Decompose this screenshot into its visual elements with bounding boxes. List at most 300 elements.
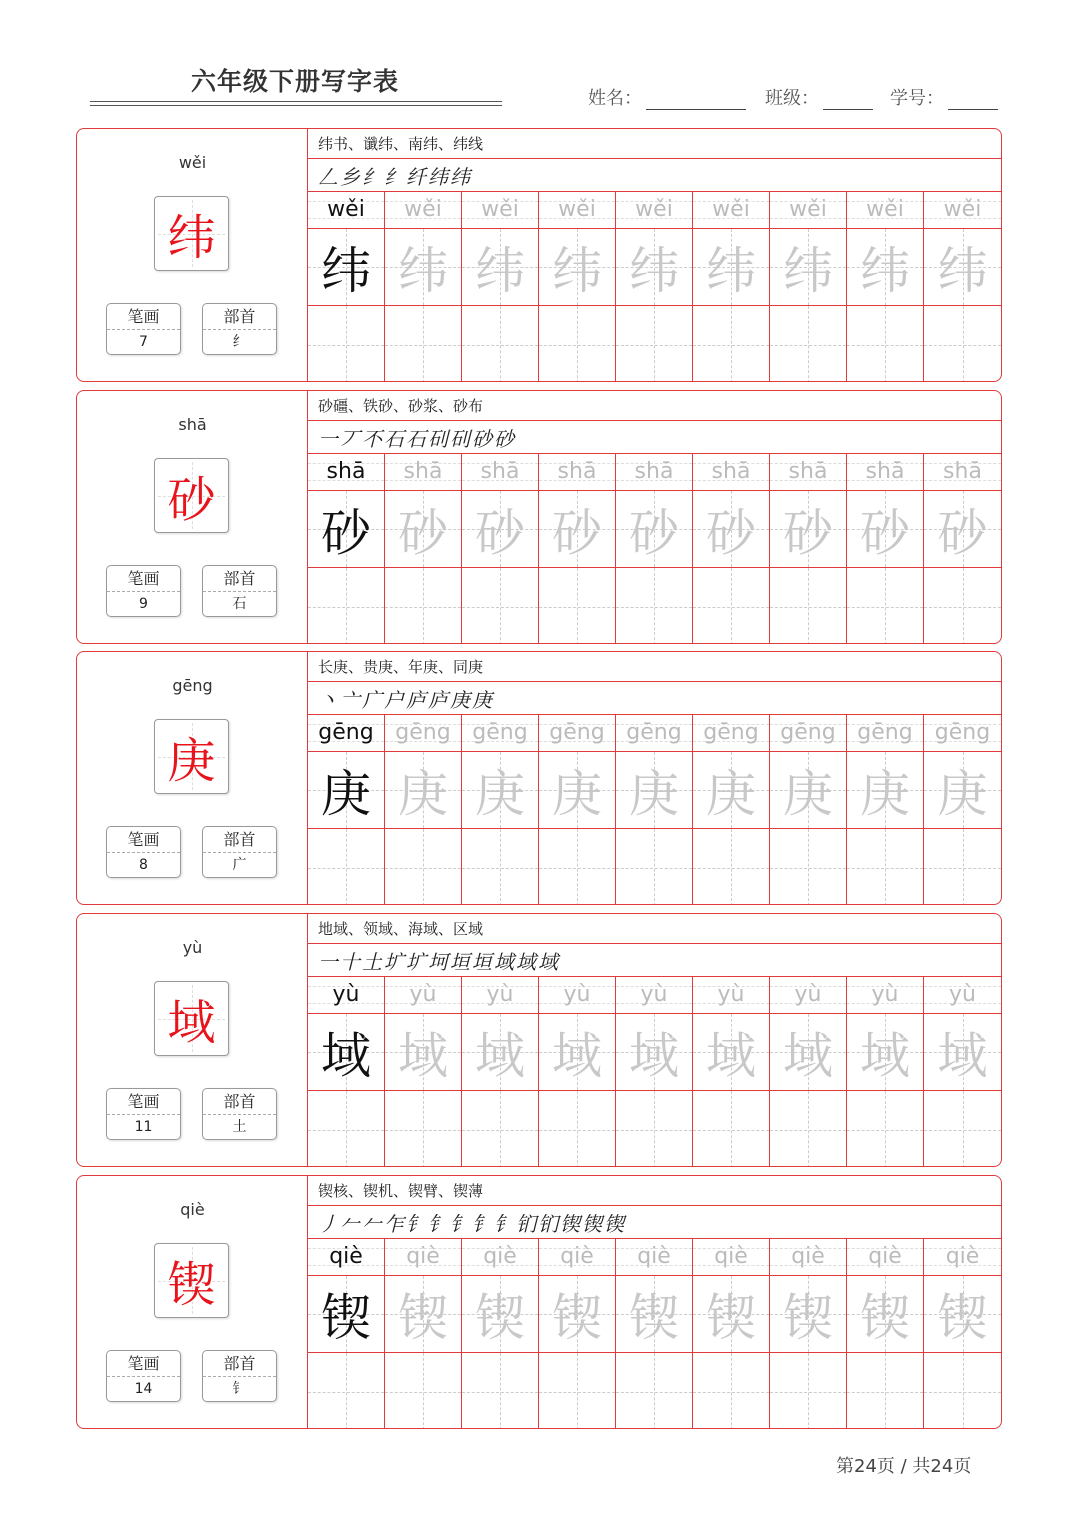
pinyin-trace-cell[interactable] (616, 454, 692, 491)
radical-value: 石 (232, 596, 247, 612)
stroke-step: 亠 (340, 687, 360, 712)
blank-writing-cell[interactable] (462, 1353, 538, 1429)
stroke-step: 土 (362, 949, 382, 974)
id-blank[interactable] (948, 91, 998, 110)
character-trace-text: 纬 (937, 242, 988, 300)
stroke-step: 纬 (450, 164, 470, 189)
character-trace-cell[interactable] (385, 752, 461, 829)
title-underline (90, 101, 502, 102)
pinyin-trace-cell[interactable] (385, 1239, 461, 1276)
id-field[interactable] (890, 80, 998, 110)
radical-label: 部首 (203, 1089, 276, 1115)
character-trace-cell[interactable] (924, 752, 1001, 829)
character-trace-cell[interactable] (770, 229, 846, 306)
character-trace-cell[interactable] (462, 1014, 538, 1091)
pinyin-trace-cell[interactable] (770, 977, 846, 1014)
pinyin-trace-cell[interactable] (693, 977, 769, 1014)
character-trace-text: 锲 (629, 1289, 679, 1347)
stroke-step: 钅 (494, 1211, 514, 1236)
blank-writing-cell[interactable] (308, 829, 384, 905)
character-trace-text: 砂 (860, 504, 910, 562)
pinyin-trace-text: shā (865, 459, 905, 484)
character-trace-text: 域 (475, 1027, 525, 1085)
name-label: 姓名： (588, 88, 642, 109)
page-header (0, 0, 1080, 120)
character-pinyin: qiè (180, 1200, 205, 1219)
pinyin-trace-cell[interactable] (924, 192, 1001, 229)
radical-label: 部首 (203, 304, 276, 330)
stroke-step: 钅 (472, 1211, 492, 1236)
pinyin-trace-cell[interactable] (770, 715, 846, 752)
practice-column (462, 715, 539, 905)
blank-writing-cell[interactable] (924, 568, 1001, 644)
pinyin-trace-text: wěi (866, 197, 904, 222)
pinyin-trace-cell[interactable] (616, 1239, 692, 1276)
character-trace-text: 砂 (475, 504, 525, 562)
character-trace-cell[interactable] (385, 1014, 461, 1091)
name-blank[interactable] (646, 91, 746, 110)
character-box (154, 719, 229, 794)
character-trace-cell[interactable] (693, 1276, 769, 1353)
character-trace-cell[interactable] (539, 1014, 615, 1091)
blank-writing-cell[interactable] (308, 1353, 384, 1429)
stroke-step: 乍 (384, 1211, 404, 1236)
pinyin-trace-cell[interactable] (539, 715, 615, 752)
character-trace-cell[interactable] (308, 229, 384, 306)
blank-writing-cell[interactable] (539, 1353, 615, 1429)
stroke-count-label: 笔画 (107, 304, 180, 330)
blank-writing-cell[interactable] (770, 829, 846, 905)
blank-writing-cell[interactable] (693, 568, 769, 644)
blank-writing-cell[interactable] (924, 306, 1001, 382)
pinyin-trace-text: gēng (549, 720, 605, 745)
blank-writing-cell[interactable] (539, 1091, 615, 1167)
character-trace-text: 纬 (783, 242, 833, 300)
pinyin-trace-cell[interactable] (462, 192, 538, 229)
page-title: 六年级下册写字表 (190, 67, 399, 96)
character-trace-cell[interactable] (539, 491, 615, 568)
pinyin-trace-cell[interactable] (308, 715, 384, 752)
character-trace-cell[interactable] (770, 752, 846, 829)
example-words: 砂礓、铁砂、砂浆、砂布 (308, 391, 1001, 421)
practice-column (693, 454, 770, 644)
character-trace-text: 庚 (860, 765, 910, 823)
stroke-step: 乡 (340, 164, 360, 189)
blank-writing-cell[interactable] (462, 306, 538, 382)
character-trace-text: 砂 (629, 504, 679, 562)
character-trace-cell[interactable] (539, 1276, 615, 1353)
character-card (76, 128, 1002, 382)
character-trace-text: 纬 (706, 242, 756, 300)
stroke-count-value: 7 (139, 334, 148, 350)
character-trace-cell[interactable] (770, 491, 846, 568)
pinyin-trace-cell[interactable] (847, 977, 923, 1014)
name-field[interactable] (588, 80, 746, 110)
pinyin-trace-text: shā (634, 459, 674, 484)
pinyin-trace-text: shā (711, 459, 751, 484)
character-trace-cell[interactable] (847, 229, 923, 306)
stroke-step: 户 (384, 687, 404, 712)
stroke-count-value: 11 (134, 1119, 153, 1135)
stroke-order (308, 421, 1001, 454)
example-words: 纬书、谶纬、南纬、纬线 (308, 129, 1001, 159)
practice-column (770, 715, 847, 905)
pinyin-trace-cell[interactable] (847, 192, 923, 229)
pinyin-trace-cell[interactable] (770, 1239, 846, 1276)
practice-column (616, 715, 693, 905)
pinyin-trace-cell[interactable] (539, 977, 615, 1014)
blank-writing-cell[interactable] (693, 829, 769, 905)
character-trace-cell[interactable] (385, 229, 461, 306)
blank-writing-cell[interactable] (847, 1353, 923, 1429)
pinyin-trace-text: qiè (483, 1244, 517, 1269)
character-pinyin: shā (178, 415, 207, 434)
character-trace-cell[interactable] (847, 1014, 923, 1091)
character-trace-text: 锲 (321, 1289, 371, 1347)
character-trace-text: 庚 (398, 765, 448, 823)
blank-writing-cell[interactable] (924, 1091, 1001, 1167)
pinyin-trace-text: qiè (329, 1244, 363, 1269)
character-trace-text: 砂 (706, 504, 756, 562)
pinyin-trace-text: wěi (943, 197, 982, 222)
blank-writing-cell[interactable] (616, 1353, 692, 1429)
stroke-step: 庐 (406, 687, 426, 712)
practice-column (462, 192, 539, 382)
radical-label: 部首 (203, 566, 276, 592)
character-trace-text: 庚 (475, 765, 525, 823)
blank-writing-cell[interactable] (847, 568, 923, 644)
stroke-step: 广 (362, 687, 382, 712)
pinyin-trace-cell[interactable] (924, 715, 1001, 752)
pinyin-trace-cell[interactable] (616, 715, 692, 752)
character-trace-cell[interactable] (308, 491, 384, 568)
blank-writing-cell[interactable] (616, 1091, 692, 1167)
practice-column (539, 977, 616, 1167)
character-trace-cell[interactable] (308, 752, 384, 829)
character-trace-cell[interactable] (924, 229, 1001, 306)
practice-column (924, 977, 1001, 1167)
character-trace-cell[interactable] (462, 752, 538, 829)
character-pinyin: gēng (172, 676, 213, 695)
practice-column (924, 454, 1001, 644)
character-trace-cell[interactable] (693, 229, 769, 306)
character-trace-cell[interactable] (924, 491, 1001, 568)
practice-column (770, 192, 847, 382)
pinyin-trace-text: qiè (637, 1244, 671, 1269)
stroke-step: 砂 (494, 426, 514, 451)
stroke-step: 不 (362, 426, 382, 451)
blank-writing-cell[interactable] (924, 829, 1001, 905)
practice-column (308, 192, 385, 382)
pinyin-trace-text: qiè (406, 1244, 440, 1269)
blank-writing-cell[interactable] (462, 1091, 538, 1167)
pinyin-trace-text: yù (717, 982, 745, 1007)
character-trace-cell[interactable] (770, 1014, 846, 1091)
blank-writing-cell[interactable] (385, 1353, 461, 1429)
pinyin-trace-cell[interactable] (616, 192, 692, 229)
character-trace-text: 砂 (398, 504, 448, 562)
pinyin-trace-text: wěi (404, 197, 442, 222)
radical-label: 部首 (203, 1351, 276, 1377)
pinyin-trace-cell[interactable] (770, 454, 846, 491)
class-field[interactable] (765, 80, 873, 110)
stroke-step: 𠂉 (340, 1211, 360, 1236)
pinyin-trace-cell[interactable] (847, 454, 923, 491)
pinyin-trace-cell[interactable] (462, 1239, 538, 1276)
blank-writing-cell[interactable] (308, 568, 384, 644)
character-trace-text: 域 (552, 1027, 602, 1085)
character-trace-cell[interactable] (308, 1014, 384, 1091)
practice-column (385, 715, 462, 905)
practice-column (616, 977, 693, 1167)
character-trace-cell[interactable] (924, 1014, 1001, 1091)
character-card (76, 390, 1002, 644)
practice-column (308, 454, 385, 644)
character-trace-text: 锲 (475, 1289, 525, 1347)
example-words: 长庚、贵庚、年庚、同庚 (308, 652, 1001, 682)
pinyin-trace-cell[interactable] (924, 454, 1001, 491)
character-trace-cell[interactable] (385, 491, 461, 568)
practice-column (693, 977, 770, 1167)
pinyin-trace-cell[interactable] (693, 715, 769, 752)
pinyin-trace-cell[interactable] (308, 192, 384, 229)
pinyin-trace-text: wěi (327, 197, 365, 222)
pinyin-trace-cell[interactable] (462, 715, 538, 752)
class-blank[interactable] (823, 91, 873, 110)
character-trace-text: 纬 (552, 242, 602, 300)
stroke-step: 纬 (428, 164, 448, 189)
blank-writing-cell[interactable] (847, 306, 923, 382)
radical-box (202, 1350, 277, 1402)
pinyin-trace-cell[interactable] (770, 192, 846, 229)
blank-writing-cell[interactable] (616, 568, 692, 644)
blank-writing-cell[interactable] (385, 568, 461, 644)
stroke-step: 锲 (560, 1211, 580, 1236)
stroke-step: 钔 (516, 1211, 536, 1236)
pinyin-trace-cell[interactable] (385, 715, 461, 752)
blank-writing-cell[interactable] (770, 568, 846, 644)
pinyin-trace-cell[interactable] (308, 454, 384, 491)
stroke-step: 𠂉 (362, 1211, 382, 1236)
blank-writing-cell[interactable] (770, 1091, 846, 1167)
character-trace-text: 纬 (629, 242, 679, 300)
stroke-count-box (106, 1350, 181, 1402)
character-trace-cell[interactable] (462, 491, 538, 568)
pinyin-trace-text: yù (486, 982, 514, 1007)
stroke-count-box (106, 565, 181, 617)
blank-writing-cell[interactable] (924, 1353, 1001, 1429)
character-trace-cell[interactable] (385, 1276, 461, 1353)
blank-writing-cell[interactable] (539, 829, 615, 905)
blank-writing-cell[interactable] (539, 306, 615, 382)
character-info-panel (77, 391, 308, 643)
character-trace-cell[interactable] (616, 491, 692, 568)
practice-column (616, 1239, 693, 1429)
pinyin-trace-cell[interactable] (539, 454, 615, 491)
pinyin-trace-cell[interactable] (385, 454, 461, 491)
pinyin-trace-cell[interactable] (616, 977, 692, 1014)
practice-panel (308, 391, 1001, 643)
character-trace-cell[interactable] (693, 491, 769, 568)
stroke-count-value: 8 (139, 857, 148, 873)
character-trace-text: 砂 (783, 504, 833, 562)
practice-panel (308, 914, 1001, 1166)
pinyin-trace-text: yù (640, 982, 668, 1007)
character-pinyin: wěi (178, 153, 207, 172)
stroke-step: 垣 (450, 949, 470, 974)
stroke-step: 石 (406, 426, 426, 451)
practice-panel (308, 652, 1001, 904)
radical-label: 部首 (203, 827, 276, 853)
practice-column (693, 715, 770, 905)
blank-writing-cell[interactable] (308, 306, 384, 382)
practice-column (308, 715, 385, 905)
blank-writing-cell[interactable] (385, 829, 461, 905)
pinyin-trace-text: gēng (780, 720, 836, 745)
pinyin-trace-cell[interactable] (385, 192, 461, 229)
stroke-step: 垣 (472, 949, 492, 974)
character-trace-cell[interactable] (462, 1276, 538, 1353)
character-glyph: 庚 (167, 733, 216, 789)
practice-column (847, 715, 924, 905)
character-trace-cell[interactable] (616, 1014, 692, 1091)
stroke-count-box (106, 1088, 181, 1140)
practice-column (462, 1239, 539, 1429)
blank-writing-cell[interactable] (770, 306, 846, 382)
pinyin-trace-cell[interactable] (462, 977, 538, 1014)
radical-value: 钅 (232, 1381, 247, 1397)
practice-column (847, 454, 924, 644)
title-underline-second (90, 105, 502, 106)
stroke-order (308, 1206, 1001, 1239)
blank-writing-cell[interactable] (616, 829, 692, 905)
character-trace-text: 庚 (321, 765, 371, 823)
pinyin-trace-cell[interactable] (924, 1239, 1001, 1276)
pinyin-trace-text: wěi (481, 197, 519, 222)
radical-box (202, 303, 277, 355)
character-trace-cell[interactable] (693, 1014, 769, 1091)
pinyin-trace-text: gēng (318, 720, 374, 745)
character-pinyin: yù (182, 938, 203, 957)
pinyin-trace-text: wěi (558, 197, 596, 222)
character-trace-cell[interactable] (616, 752, 692, 829)
practice-column (693, 192, 770, 382)
character-box (154, 981, 229, 1056)
example-words: 锲核、锲机、锲臂、锲薄 (308, 1176, 1001, 1206)
pinyin-trace-cell[interactable] (924, 977, 1001, 1014)
character-glyph: 砂 (167, 472, 216, 528)
stroke-step: 砂 (472, 426, 492, 451)
stroke-count-label: 笔画 (107, 1351, 180, 1377)
pinyin-trace-cell[interactable] (539, 192, 615, 229)
blank-writing-cell[interactable] (539, 568, 615, 644)
pinyin-trace-cell[interactable] (385, 977, 461, 1014)
pinyin-trace-cell[interactable] (847, 715, 923, 752)
blank-writing-cell[interactable] (770, 1353, 846, 1429)
blank-writing-cell[interactable] (462, 568, 538, 644)
practice-column (847, 977, 924, 1167)
blank-writing-cell[interactable] (847, 829, 923, 905)
stroke-step: 域 (538, 949, 558, 974)
practice-grid (308, 454, 1001, 644)
character-trace-cell[interactable] (616, 229, 692, 306)
blank-writing-cell[interactable] (462, 829, 538, 905)
pinyin-trace-text: gēng (703, 720, 759, 745)
blank-writing-cell[interactable] (385, 1091, 461, 1167)
character-trace-cell[interactable] (539, 229, 615, 306)
stroke-step: 庚 (450, 687, 470, 712)
stroke-step: 圹 (406, 949, 426, 974)
pinyin-trace-cell[interactable] (462, 454, 538, 491)
pinyin-trace-cell[interactable] (847, 1239, 923, 1276)
pinyin-trace-text: gēng (472, 720, 528, 745)
stroke-step: 锲 (604, 1211, 624, 1236)
pinyin-trace-cell[interactable] (539, 1239, 615, 1276)
pinyin-trace-text: wěi (712, 197, 750, 222)
character-trace-cell[interactable] (616, 1276, 692, 1353)
practice-column (924, 1239, 1001, 1429)
character-trace-cell[interactable] (847, 1276, 923, 1353)
character-trace-text: 庚 (783, 765, 833, 823)
character-trace-cell[interactable] (924, 1276, 1001, 1353)
character-trace-text: 庚 (706, 765, 756, 823)
character-trace-text: 纬 (860, 242, 910, 300)
stroke-count-box (106, 826, 181, 878)
stroke-step: 钔 (538, 1211, 558, 1236)
blank-writing-cell[interactable] (385, 306, 461, 382)
character-trace-cell[interactable] (462, 229, 538, 306)
character-trace-cell[interactable] (770, 1276, 846, 1353)
blank-writing-cell[interactable] (693, 1353, 769, 1429)
pinyin-trace-text: qiè (945, 1244, 980, 1269)
character-trace-cell[interactable] (693, 752, 769, 829)
stroke-step: 丿 (318, 1211, 338, 1236)
blank-writing-cell[interactable] (847, 1091, 923, 1167)
pinyin-trace-cell[interactable] (308, 977, 384, 1014)
stroke-step: 圹 (384, 949, 404, 974)
pinyin-trace-cell[interactable] (693, 454, 769, 491)
character-trace-cell[interactable] (847, 752, 923, 829)
pinyin-trace-cell[interactable] (693, 192, 769, 229)
practice-grid (308, 715, 1001, 905)
pinyin-trace-text: gēng (395, 720, 451, 745)
blank-writing-cell[interactable] (616, 306, 692, 382)
pinyin-trace-cell[interactable] (693, 1239, 769, 1276)
practice-column (924, 715, 1001, 905)
stroke-count-value: 9 (139, 596, 148, 612)
pinyin-trace-text: yù (332, 982, 360, 1007)
character-trace-cell[interactable] (539, 752, 615, 829)
character-trace-text: 砂 (552, 504, 602, 562)
blank-writing-cell[interactable] (693, 1091, 769, 1167)
pinyin-trace-cell[interactable] (308, 1239, 384, 1276)
blank-writing-cell[interactable] (308, 1091, 384, 1167)
radical-value: 纟 (232, 334, 247, 350)
practice-column (539, 454, 616, 644)
stroke-step: 庚 (472, 687, 492, 712)
stroke-step: 一 (318, 426, 338, 451)
radical-value: 土 (232, 1119, 247, 1135)
id-label: 学号： (890, 88, 944, 109)
stroke-step: 纟 (384, 164, 404, 189)
practice-column (770, 1239, 847, 1429)
practice-column (539, 1239, 616, 1429)
blank-writing-cell[interactable] (693, 306, 769, 382)
pinyin-trace-text: shā (326, 459, 366, 484)
character-trace-cell[interactable] (847, 491, 923, 568)
character-trace-text: 纬 (475, 242, 525, 300)
character-trace-cell[interactable] (308, 1276, 384, 1353)
